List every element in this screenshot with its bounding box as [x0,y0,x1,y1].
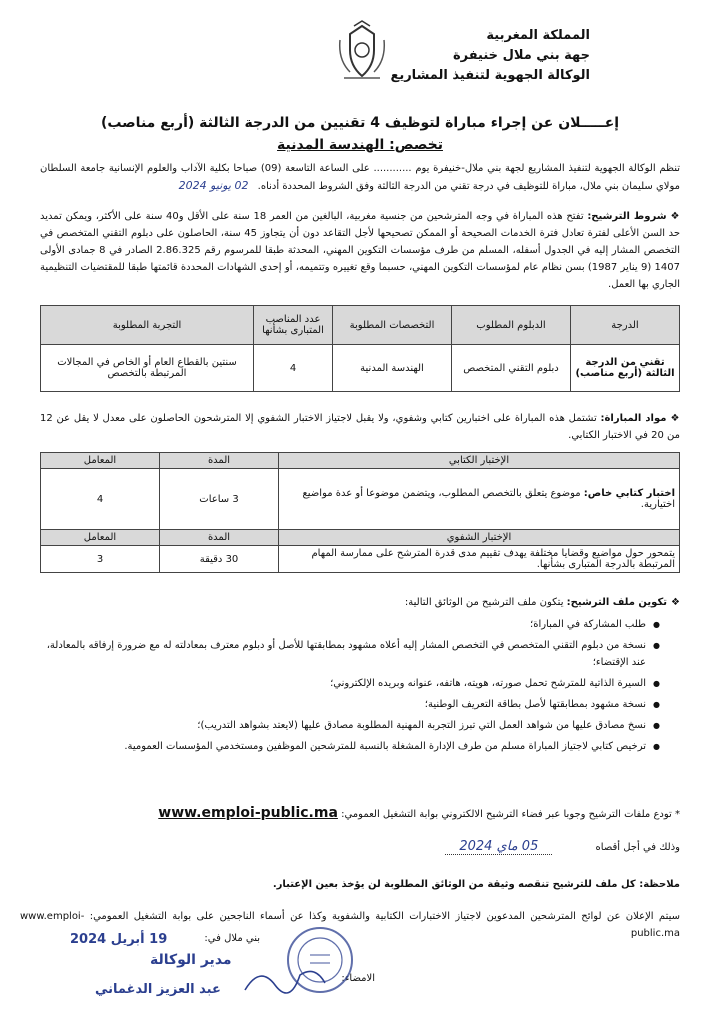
table-row [41,345,680,392]
file-label: ❖ تكوين ملف الترشيح: [567,597,680,608]
header-block [390,26,590,86]
royal-emblem-icon [330,20,394,84]
grade-table [40,305,680,392]
table-row [41,469,680,530]
table-header-cell: المدة [160,530,279,546]
file-intro: يتكون ملف الترشيح من الوثائق التالية: [404,597,564,608]
handwritten-deadline-date: 05 ماي 2024 [445,839,552,855]
deadline-line [40,838,680,856]
table-header-cell: الإختبار الكتابي [279,453,680,469]
table-cell: سنتين بالقطاع العام أو الخاص في المجالات المرتبطة بالتخصص [41,345,254,392]
table-header-row [41,530,680,546]
table-header-row [41,306,680,345]
table-header-cell: الإختبار الشفوي [279,530,680,546]
file-section [40,594,680,611]
written-exam-title: اختبار كتابي خاص: [583,488,675,499]
exam-table [40,452,680,573]
publication-text: سيتم الإعلان عن لوائح المترشحين المدعوين لاجتياز الاختبارات الكتابية والشفوية وكذا عن أسماء الناجحين على بوابة التشغيل العمومي: [89,911,680,922]
list-item: ● نسخة مشهود بمطابقتها لأصل بطاقة التعريف الوطنية؛ [40,696,660,713]
signature-label: الامضاء: [341,973,375,984]
signature-date: 19 أبريل 2024 [70,932,168,947]
table-header-cell: التخصصات المطلوبة [333,306,452,345]
deadline-text: وذلك في أجل أقصاه [595,842,680,853]
table-cell: 4 [41,469,160,530]
table-cell: 3 [41,546,160,573]
table-header-cell: الدرجة [571,306,680,345]
kingdom-name: المملكة المغربية [486,28,590,43]
table-cell: 4 [254,345,333,392]
table-cell: دبلوم التقني المتخصص [452,345,571,392]
exam-label: ❖ مواد المباراة: [601,413,681,424]
note-paragraph: ملاحظة: كل ملف للترشيح تنقصه وثيقة من الوثائق المطلوبة لن يؤخذ بعين الإعتبار. [272,879,680,890]
table-header-cell: المعامل [41,530,160,546]
list-item: ● ترخيص كتابي لاجتياز المباراة مسلم من طرف الإدارة المشغلة بالنسبة للمترشحين الموظفين ومستخدمي المؤسسات العمومية. [40,738,660,755]
table-header-row [41,453,680,469]
list-item: ● نسخ مصادق عليها من شواهد العمل التي تبرز التجربة المهنية المطلوبة مصادق عليها (لايعتد بشواهد التدريب)؛ [40,717,660,734]
table-header-cell: عدد المناصب المتبارى بشأنها [254,306,333,345]
list-item: ● طلب المشاركة في المباراة؛ [40,616,660,633]
table-header-cell: المدة [160,453,279,469]
title-main: إعـــــلان عن إجراء مباراة لتوظيف 4 تقنيين من الدرجة الثالثة (أربع مناصب) [100,115,620,131]
table-header-cell: الدبلوم المطلوب [452,306,571,345]
title-specialty: تخصص: الهندسة المدنية [277,137,443,153]
deposit-text: * تودع ملفات الترشيح وجوبا عبر فضاء الترشيح الالكتروني بوابة التشغيل العمومي: [341,809,680,820]
conditions-paragraph [40,208,680,293]
written-exam-text: موضوع يتعلق بالتخصص المطلوب، ويتضمن موضوعا أو عدة مواضيع اختيارية. [302,488,675,510]
table-cell: 30 دقيقة [160,546,279,573]
list-item: ● السيرة الذاتية للمترشح تحمل صورته، هويته، هاتفه، عنوانه وبريده الإلكتروني؛ [40,675,660,692]
deposit-url-link[interactable]: www.emploi-public.ma [158,805,338,821]
exam-text: تشتمل هذه المباراة على اختبارين كتابي وشفوي، ولا يقبل لاجتياز الاختبار الشفوي إلا المترشحون الحاصلون على معدل لا يقل عن 12 من 20 في الاختبار الكتابي. [40,413,680,441]
intro-paragraph [40,160,680,195]
table-cell: الهندسة المدنية [333,345,452,392]
agency-name: الوكالة الجهوية لتنفيذ المشاريع [390,68,590,83]
table-header-cell: التجربة المطلوبة [41,306,254,345]
conditions-label: ❖ شروط الترشيح: [587,211,680,222]
conditions-text: تفتح هذه المباراة في وجه المترشحين من جنسية مغربية، البالغين من العمر 18 سنة على الأقل و40 سنة على الأكثر، ويمكن تمديد حد السن الأعلى لفترة تعادل فترة الخدمات الصحيحة أو الممكن تصحيحها لأجل التقاعد دون أن يتجاوز 45 سنة، الحاصلون على دبلوم التقني المتخصص في التخصص المشار إليه في الجدول أسفله، المسلم من طرف مؤسسات التكوين المهني، المحدثة طبقا للمرسوم رقم 2.86.325 الصادر في 8 جمادى الأولى 1407 (9 يناير 1987) بسن نظام عام لمؤسسات التكوين المهني، حسبما وقع تغييره وتتميمه، أو إحدى الشهادات المحددة قائمتها طبقا للمقتضيات التنظيمية الجاري بها العمل. [40,211,680,290]
table-cell: يتمحور حول مواضيع وقضايا مختلفة يهدف تقييم مدى قدرة المترشح على ممارسة المهام المرتبطة بالدرجة المتبارى بشأنها. [279,546,680,573]
signature-role: مدير الوكالة [150,952,232,968]
signature-name: عبد العزيز الدغماني [95,982,221,997]
handwritten-exam-date: 02 يونيو 2024 [178,179,249,192]
handwritten-signature-icon [240,955,330,1005]
table-row [41,546,680,573]
table-cell [279,469,680,530]
region-name: جهة بني ملال خنيفرة [452,48,590,63]
file-documents-list [40,616,660,755]
deposit-paragraph [40,805,680,823]
table-cell: تقني من الدرجة الثالثة (أربع مناصب) [571,345,680,392]
exam-paragraph [40,410,680,444]
table-cell: 3 ساعات [160,469,279,530]
list-item: ● نسخة من دبلوم التقني المتخصص في التخصص المشار إليه أعلاه مشهود بمطابقتها للأصل أو دبلوم معترف بمعادلته له مع ضرورة إرفاقه بالمعادلة، عند الإقتضاء؛ [40,637,660,671]
announcement-title [80,112,640,156]
publication-url-link[interactable]: www.emploi-public.ma [20,911,680,939]
signature-place: بني ملال في: [204,933,260,944]
table-header-cell: المعامل [41,453,160,469]
intro-text: تنظم الوكالة الجهوية لتنفيذ المشاريع لجهة بني ملال-خنيفرة يوم ............ على الساعة التاسعة (09) صباحا بكلية الآداب والعلوم الإنسانية جامعة السلطان مولاي سليمان بني ملال، مباراة للتوظيف في درجة تقني من الدرجة الثالثة وفق الشروط المحددة أدناه. [40,163,680,192]
